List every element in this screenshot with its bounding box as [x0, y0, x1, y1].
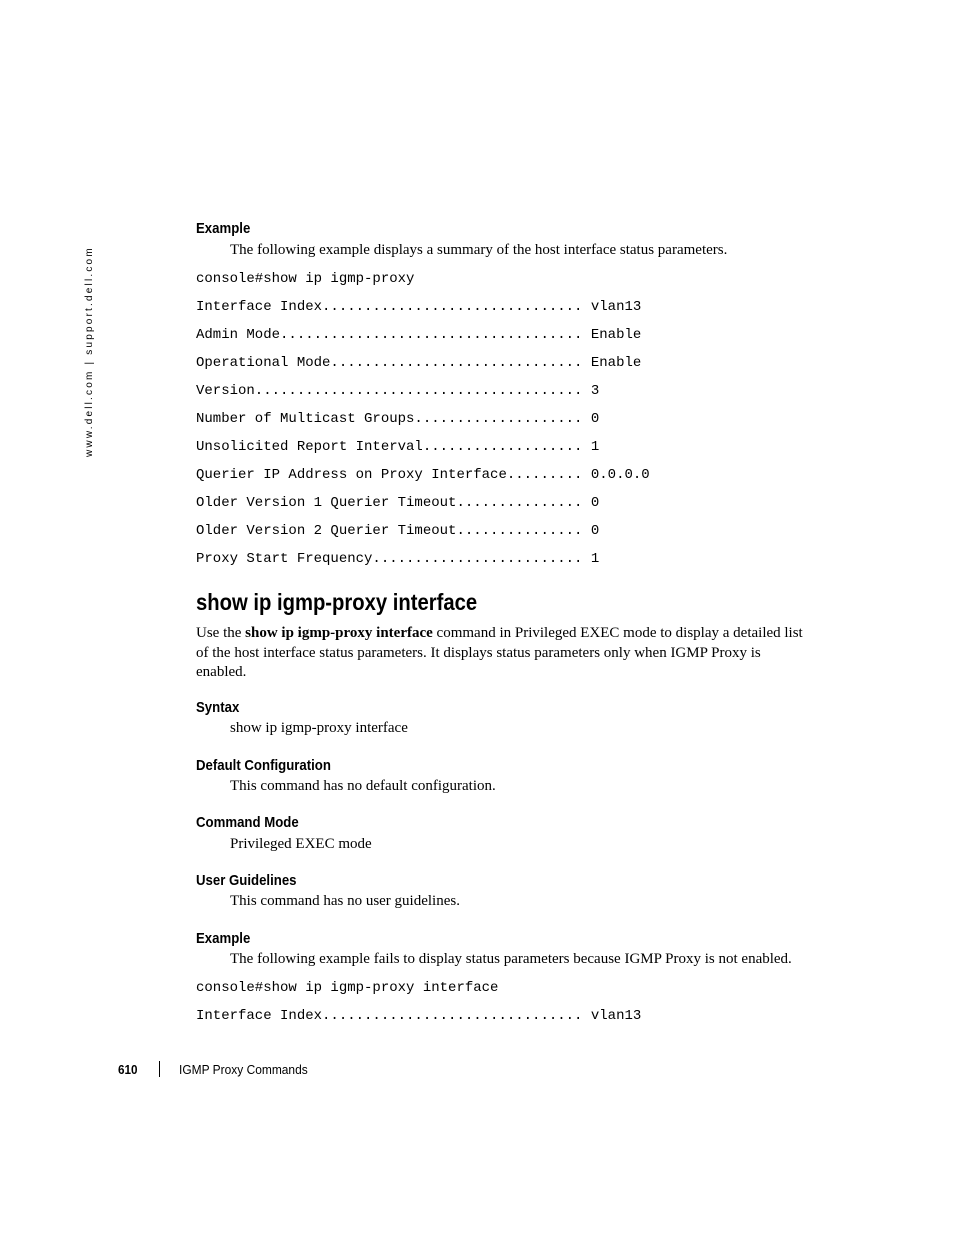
user-guidelines-heading: User Guidelines — [196, 872, 297, 889]
output-line: Querier IP Address on Proxy Interface......... 0.0.0.0 — [196, 467, 650, 483]
footer-chapter-title: IGMP Proxy Commands — [179, 1062, 308, 1077]
default-config-heading: Default Configuration — [196, 757, 331, 774]
output-line: Interface Index............................... vlan13 — [196, 299, 642, 315]
output-line: Version....................................... 3 — [196, 383, 600, 399]
example2-heading: Example — [196, 930, 251, 947]
syntax-heading: Syntax — [196, 699, 240, 716]
side-url: www.dell.com | support.dell.com — [84, 246, 95, 457]
output-line: Operational Mode.............................. Enable — [196, 355, 642, 371]
output-line: Proxy Start Frequency......................... 1 — [196, 551, 600, 567]
example2-command: console#show ip igmp-proxy interface — [196, 980, 499, 996]
page-number: 610 — [118, 1062, 138, 1077]
intro-prefix: Use the — [196, 625, 246, 641]
section-title: show ip igmp-proxy interface — [196, 589, 478, 615]
example2-output-line: Interface Index............................... vlan13 — [196, 1008, 642, 1024]
intro-command: show ip igmp-proxy interface — [245, 625, 433, 641]
output-line: Number of Multicast Groups.................... 0 — [196, 411, 600, 427]
section-intro — [196, 624, 812, 683]
output-line: Older Version 1 Querier Timeout............... 0 — [196, 495, 600, 511]
output-line: Admin Mode.................................... Enable — [196, 327, 642, 343]
syntax-text: show ip igmp-proxy interface — [230, 720, 408, 736]
example-description: The following example displays a summary of the host interface status parameters. — [230, 242, 728, 258]
user-guidelines-text: This command has no user guidelines. — [230, 893, 460, 909]
command-mode-heading: Command Mode — [196, 814, 299, 831]
output-line: Unsolicited Report Interval................... 1 — [196, 439, 600, 455]
intro-suffix: command in Privileged EXEC mode to display a detailed list of the host interface status parameters. It displays status parameters only when IGMP Proxy is enabled. — [196, 625, 803, 680]
command-mode-text: Privileged EXEC mode — [230, 836, 372, 852]
example-heading: Example — [196, 220, 251, 237]
output-line: Older Version 2 Querier Timeout............... 0 — [196, 523, 600, 539]
example2-description: The following example fails to display status parameters because IGMP Proxy is not enabled. — [230, 951, 792, 967]
footer-separator — [159, 1061, 160, 1077]
example-command: console#show ip igmp-proxy — [196, 271, 415, 287]
default-config-text: This command has no default configuration. — [230, 778, 496, 794]
